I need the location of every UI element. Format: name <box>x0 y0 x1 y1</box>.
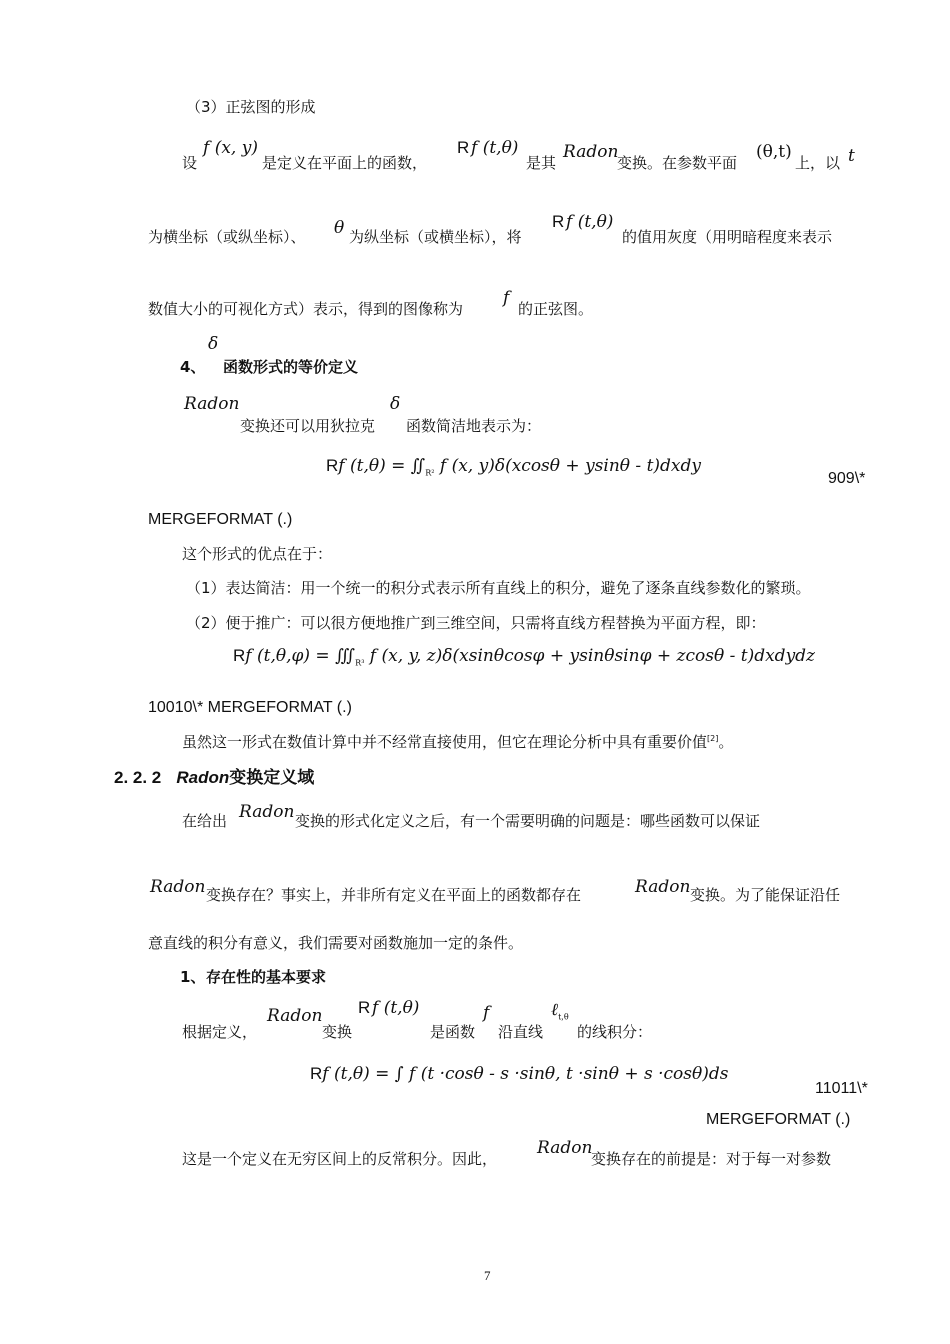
equation-tag: MERGEFORMAT (.) <box>148 511 293 528</box>
math-radon: Radon <box>563 142 619 162</box>
text: 变换 <box>322 1023 353 1041</box>
eq-operator: R <box>233 646 246 665</box>
section-title: 变换定义域 <box>229 768 315 787</box>
text: 是函数 <box>430 1023 476 1041</box>
math-radon: Radon <box>239 802 295 822</box>
text: 的线积分： <box>577 1023 653 1041</box>
eq-body: f (t,θ) = ∬ <box>338 456 426 476</box>
eq-body: f (t,θ) = ∫ <box>322 1064 404 1084</box>
text: 变换的形式化定义之后，有一个需要明确的问题是：哪些函数可以保证 <box>295 812 761 830</box>
math-f-t-theta: f (t,θ) <box>566 212 614 232</box>
math-radon: Radon <box>635 877 691 897</box>
math-f: f <box>483 1003 490 1023</box>
equation-9 <box>326 456 701 477</box>
math-t: t <box>848 146 855 166</box>
eq-domain: R³ <box>355 658 365 668</box>
text: 的正弦图。 <box>518 300 594 318</box>
page-number: 7 <box>484 1268 491 1283</box>
citation: [2] <box>707 734 719 743</box>
equation-10 <box>233 646 815 667</box>
math-theta: θ <box>334 218 345 238</box>
list-item: （1）表达简洁：用一个统一的积分式表示所有直线上的积分，避免了逐条直线参数化的繁琐。 <box>186 579 811 597</box>
math-f: f <box>503 288 510 308</box>
math-radon: Radon <box>537 1138 593 1158</box>
text: 数值大小的可视化方式）表示，得到的图像称为 <box>148 300 464 318</box>
equation-tag: 10010\* MERGEFORMAT (.) <box>148 699 352 716</box>
eq-integrand: f (x, y)δ(xcosθ + ysinθ - t)dxdy <box>434 456 701 476</box>
math-radon: Radon <box>267 1006 323 1026</box>
heading-number: 1、 <box>180 968 206 986</box>
text: 变换还可以用狄拉克 <box>240 417 376 435</box>
equation-11 <box>310 1064 728 1084</box>
text: 变换存在？事实上，并非所有定义在平面上的函数都存在 <box>206 886 582 904</box>
text <box>182 731 733 752</box>
math-f-t-theta: f (t,θ) <box>471 138 519 158</box>
math-ell: ℓ$_{t,\theta}$ <box>551 1000 569 1022</box>
text: 为横坐标（或纵坐标）、 <box>148 228 306 246</box>
eq-operator: R <box>310 1064 323 1083</box>
text: 这是一个定义在无穷区间上的反常积分。因此， <box>182 1150 498 1168</box>
text: 这个形式的优点在于： <box>182 545 333 563</box>
text: 是其 <box>526 154 557 172</box>
text: 根据定义， <box>182 1023 258 1041</box>
math-fxy: f (x, y) <box>203 138 258 158</box>
subsection-heading: （3）正弦图的形成 <box>186 98 316 116</box>
math-R: R <box>358 998 371 1017</box>
text: 设 <box>182 154 198 172</box>
heading-title: 函数形式的等价定义 <box>223 358 359 376</box>
math-delta: δ <box>390 394 401 414</box>
section-radon: Radon <box>176 768 230 787</box>
text: 意直线的积分有意义，我们需要对函数施加一定的条件。 <box>148 934 524 952</box>
eq-domain: R² <box>425 468 435 478</box>
eq-body: f (t,θ,φ) = ∭ <box>245 646 356 666</box>
heading-number: 4、 <box>180 358 206 376</box>
math-delta: δ <box>208 334 219 354</box>
text: 函数简洁地表示为： <box>406 417 542 435</box>
equation-tag: 909\* <box>828 470 866 487</box>
text: 变换存在的前提是：对于每一对参数 <box>591 1150 832 1168</box>
math-radon: Radon <box>184 394 240 414</box>
math-R: R <box>457 138 470 157</box>
eq-integrand: f (t ·cosθ - s ·sinθ, t ·sinθ + s ·cosθ)ds <box>403 1064 729 1084</box>
equation-tag: MERGEFORMAT (.) <box>706 1111 851 1128</box>
text: 变换。为了能保证沿任 <box>690 886 841 904</box>
section-heading <box>114 763 314 788</box>
list-item: （2）便于推广：可以很方便地推广到三维空间，只需将直线方程替换为平面方程，即： <box>186 614 766 632</box>
math-R: R <box>552 212 565 231</box>
section-number: 2. 2. 2 <box>114 768 162 787</box>
eq-integrand: f (x, y, z)δ(xsinθcosφ + ysinθsinφ + zcosθ - t)dxdydz <box>364 646 816 666</box>
heading-title: 存在性的基本要求 <box>206 968 327 986</box>
note-text: 虽然这一形式在数值计算中并不经常直接使用，但它在理论分析中具有重要价值 <box>182 733 708 751</box>
eq-operator: R <box>326 456 339 475</box>
text: 变换。在参数平面 <box>617 154 738 172</box>
text: 为纵坐标（或横坐标），将 <box>349 228 522 246</box>
note-end: 。 <box>718 733 734 751</box>
math-theta-t: (θ,t) <box>756 142 792 162</box>
text: 是定义在平面上的函数， <box>262 154 428 172</box>
math-radon: Radon <box>150 877 206 897</box>
math-f-t-theta: f (t,θ) <box>372 998 420 1018</box>
text: 沿直线 <box>498 1023 544 1041</box>
equation-tag: 11011\* <box>815 1080 868 1097</box>
text: 上，以 <box>795 154 841 172</box>
text: 的值用灰度（用明暗程度来表示 <box>622 228 833 246</box>
text: 在给出 <box>182 812 228 830</box>
